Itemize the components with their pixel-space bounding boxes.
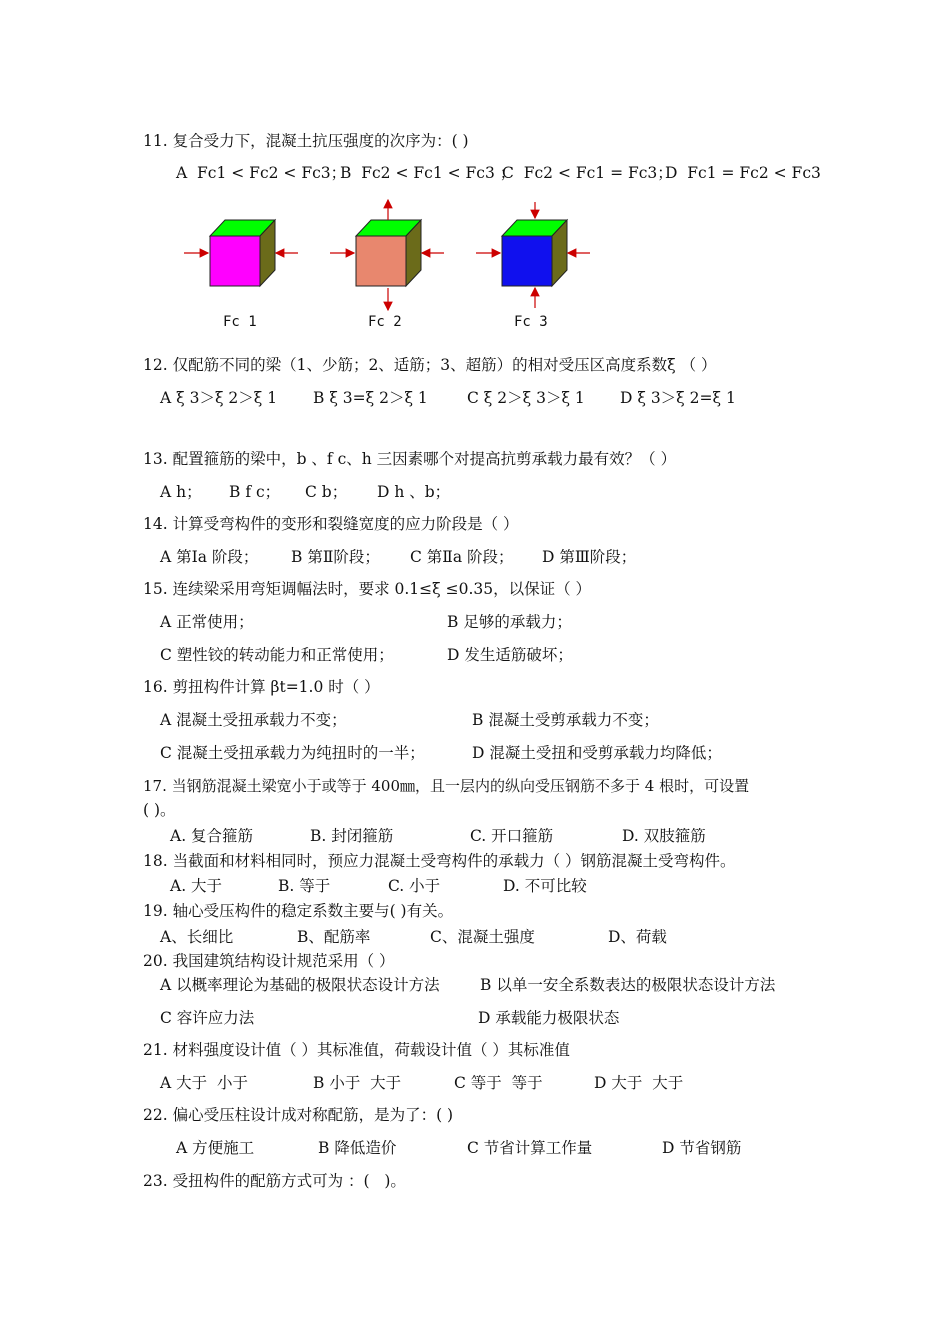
q22-option-d: D 节省钢筋 — [662, 1139, 742, 1157]
question-17-line1: 17. 当钢筋混凝土梁宽小于或等于 400㎜，且一层内的纵向受压钢筋不多于 4 根时，可设置 — [143, 777, 750, 795]
q19-option-c: C、混凝土强度 — [430, 928, 535, 946]
cube-fc1 — [184, 220, 298, 286]
q13-option-a: A h； — [160, 483, 202, 501]
q21-option-d: D 大于 大于 — [594, 1074, 684, 1092]
question-15: 15. 连续梁采用弯矩调幅法时，要求 0.1≤ξ ≤0.35，以保证（ ） — [143, 580, 592, 598]
label-fc3: Fc 3 — [514, 314, 548, 330]
q22-option-b: B 降低造价 — [318, 1139, 397, 1157]
question-20: 20. 我国建筑结构设计规范采用（ ） — [143, 952, 395, 970]
q20-option-b: B 以单一安全系数表达的极限状态设计方法 — [480, 976, 776, 994]
q15-option-a: A 正常使用； — [160, 613, 254, 631]
q13-option-c: C b； — [305, 483, 348, 501]
q17-option-b: B. 封闭箍筋 — [310, 827, 394, 845]
q19-option-d: D、荷载 — [608, 928, 667, 946]
q11-option-a: A Fc1 < Fc2 < Fc3； — [176, 164, 347, 182]
q15-option-d: D 发生适筋破坏； — [447, 646, 573, 664]
q21-option-c: C 等于 等于 — [454, 1074, 543, 1092]
q18-option-b: B. 等于 — [278, 877, 331, 895]
q17-option-a: A. 复合箍筋 — [170, 827, 254, 845]
q19-option-a: A、长细比 — [160, 928, 234, 946]
q12-option-d: D ξ 3＞ξ 2=ξ 1 — [620, 389, 736, 407]
q14-option-c: C 第Ⅱa 阶段； — [410, 548, 514, 566]
q16-option-d: D 混凝土受扭和受剪承载力均降低； — [472, 744, 722, 762]
question-18: 18. 当截面和材料相同时，预应力混凝土受弯构件的承载力（ ）钢筋混凝土受弯构件。 — [143, 852, 736, 870]
q16-option-a: A 混凝土受扭承载力不变； — [160, 711, 347, 729]
q14-option-d: D 第Ⅲ阶段； — [542, 548, 637, 566]
q11-option-c: C Fc2 < Fc1 = Fc3； — [502, 164, 673, 182]
q19-option-b: B、配筋率 — [297, 928, 371, 946]
q12-option-a: A ξ 3＞ξ 2＞ξ 1 — [160, 389, 278, 407]
q16-option-c: C 混凝土受扭承载力为纯扭时的一半； — [160, 744, 425, 762]
question-19: 19. 轴心受压构件的稳定系数主要与( )有关。 — [143, 902, 454, 920]
question-14: 14. 计算受弯构件的变形和裂缝宽度的应力阶段是（ ） — [143, 515, 519, 533]
q13-option-b: B f c； — [229, 483, 281, 501]
q18-option-c: C. 小于 — [388, 877, 441, 895]
q21-option-a: A 大于 小于 — [160, 1074, 248, 1092]
question-12: 12. 仅配筋不同的梁（1、少筋；2、适筋；3、超筋）的相对受压区高度系数ξ （ ） — [143, 356, 717, 374]
q20-option-a: A 以概率理论为基础的极限状态设计方法 — [160, 976, 440, 994]
q22-option-a: A 方便施工 — [176, 1139, 255, 1157]
question-21: 21. 材料强度设计值（ ）其标准值，荷载设计值（ ）其标准值 — [143, 1041, 570, 1059]
q11-option-d: D Fc1 = Fc2 < Fc3 — [665, 164, 821, 182]
q11-option-b: B Fc2 < Fc1 < Fc3 ； — [340, 164, 516, 182]
q18-option-a: A. 大于 — [170, 877, 223, 895]
cube-fc2 — [330, 200, 444, 310]
q12-option-b: B ξ 3=ξ 2＞ξ 1 — [313, 389, 428, 407]
q13-option-d: D h 、b； — [377, 483, 451, 501]
q20-option-c: C 容许应力法 — [160, 1009, 255, 1027]
question-11: 11. 复合受力下，混凝土抗压强度的次序为：( ) — [143, 132, 469, 150]
q22-option-c: C 节省计算工作量 — [467, 1139, 593, 1157]
q14-option-b: B 第Ⅱ阶段； — [291, 548, 380, 566]
question-22: 22. 偏心受压柱设计成对称配筋，是为了：( ) — [143, 1106, 454, 1124]
q14-option-a: A 第Ⅰa 阶段； — [160, 548, 259, 566]
q20-option-d: D 承载能力极限状态 — [478, 1009, 620, 1027]
cube-fc3 — [476, 202, 590, 308]
question-13: 13. 配置箍筋的梁中，b 、f c、h 三因素哪个对提高抗剪承载力最有效？（ ） — [143, 450, 677, 468]
q16-option-b: B 混凝土受剪承载力不变； — [472, 711, 659, 729]
label-fc1: Fc 1 — [223, 314, 257, 330]
q17-option-d: D. 双肢箍筋 — [622, 827, 706, 845]
question-16: 16. 剪扭构件计算 βt=1.0 时（ ） — [143, 678, 380, 696]
question-17-line2: ( )。 — [143, 801, 176, 819]
question-23: 23. 受扭构件的配筋方式可为 ：( )。 — [143, 1172, 406, 1190]
q18-option-d: D. 不可比较 — [503, 877, 587, 895]
q15-option-c: C 塑性铰的转动能力和正常使用； — [160, 646, 394, 664]
q12-option-c: C ξ 2＞ξ 3＞ξ 1 — [467, 389, 585, 407]
q21-option-b: B 小于 大于 — [313, 1074, 402, 1092]
q15-option-b: B 足够的承载力； — [447, 613, 572, 631]
label-fc2: Fc 2 — [368, 314, 402, 330]
q17-option-c: C. 开口箍筋 — [470, 827, 554, 845]
